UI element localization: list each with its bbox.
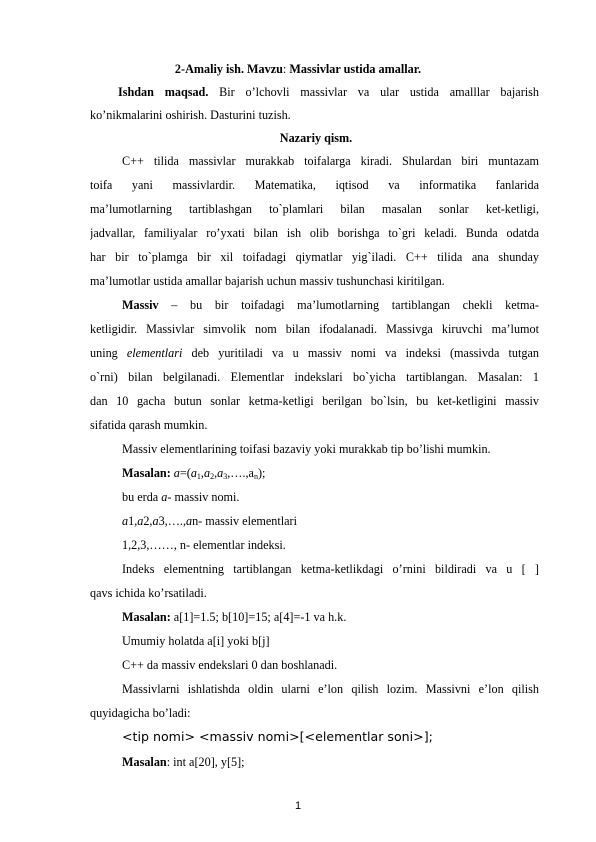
- example3-line: [122, 755, 245, 769]
- example1-a1: a: [190, 466, 197, 480]
- para1-line: ma’lumotlarning tartiblashgan to`plamlari bilan masalan sonlar ket-ketligi,: [90, 202, 539, 216]
- title-prefix: 2-Amaliy ish. Mavzu: [174, 62, 283, 76]
- example1-sub3: 3: [223, 472, 228, 481]
- example2-label: Masalan:: [122, 610, 171, 624]
- example1-a2: a: [203, 466, 211, 480]
- page-number: 1: [294, 800, 302, 812]
- declare-line: quyidagicha bo’ladi:: [90, 706, 191, 720]
- para2-text-1: – bu bir toifadagi ma’lumotlarning tartiblangan chekli ketma-: [158, 298, 539, 312]
- elem-t1: 1,: [128, 514, 138, 528]
- general-line: Umumiy holatda a[i] yoki b[j]: [122, 634, 270, 648]
- para2-line: ketligidir. Massivlar simvolik nom bilan ifodalanadi. Massivga kiruvchi ma’lumot: [90, 322, 539, 336]
- where-text-a: bu erda: [122, 490, 162, 504]
- purpose-line-1: [118, 85, 539, 99]
- example1-end: );: [257, 466, 266, 480]
- massiv-term: Massiv: [122, 298, 159, 312]
- elem-t3: 3,….,: [158, 514, 186, 528]
- example1-subn: n: [253, 472, 258, 481]
- elem-v4: a: [185, 514, 193, 528]
- para2-text-3a: uning: [90, 346, 127, 360]
- purpose-label: Ishdan maqsad.: [118, 85, 209, 99]
- elementlari-term: elementlari: [126, 346, 183, 360]
- where-var: a: [161, 490, 168, 504]
- title-colon: :: [282, 62, 290, 76]
- para2-line: o`rni) bilan belgilanadi. Elementlar indekslari bo`yicha tartiblangan. Masalan: 1: [90, 370, 539, 384]
- elements-line: [122, 514, 297, 528]
- example1-label: Masalan:: [122, 466, 171, 480]
- para1-line: C++ tilida massivlar murakkab toifalarga kiradi. Shulardan biri muntazam: [122, 154, 539, 168]
- elem-t2: 2,: [143, 514, 153, 528]
- cpp-index-line: C++ da massiv endekslari 0 dan boshlanadi.: [122, 658, 338, 672]
- para2-line-3: [90, 346, 539, 360]
- para1-line: ma’lumotlar ustida amallar bajarish uchun massiv tushunchasi kiritilgan.: [90, 274, 445, 288]
- example2-line: [122, 610, 346, 624]
- declare-line: Massivlarni ishlatishda oldin ularni e’lon qilish lozim. Massivni e’lon qilish: [122, 682, 539, 696]
- para1-line: har bir to`plamga bir xil toifadagi qiymatlar yig`iladi. C++ tilida ana shunday: [90, 250, 539, 264]
- example1-a3: a: [217, 466, 224, 480]
- example3-label: Masalan: [122, 755, 167, 769]
- purpose-line-2: ko’nikmalarini oshirish. Dasturini tuzish.: [90, 108, 291, 122]
- para2-line: sifatida qarash mumkin.: [90, 418, 208, 432]
- elem-v3: a: [152, 514, 159, 528]
- elem-v2: a: [137, 514, 144, 528]
- indices-line: 1,2,3,……, n- elementlar indeksi.: [122, 538, 286, 552]
- example1-sub1: 1: [196, 472, 201, 481]
- example1-dots: ,….,a: [227, 466, 254, 480]
- title-topic: Massivlar ustida amallar.: [289, 62, 422, 76]
- example1-sub2: 2: [210, 472, 215, 481]
- where-text-b: - massiv nomi.: [167, 490, 240, 504]
- where-line: [122, 490, 239, 504]
- para2-text-3b: deb yuritiladi va u massiv nomi va indeksi (massivda tutgan: [182, 346, 539, 360]
- para2-line: dan 10 gacha butun sonlar ketma-ketligi berilgan bo`lsin, bu ket-ketligini massiv: [90, 394, 539, 408]
- section-heading: Nazariy qism.: [279, 131, 353, 145]
- para4-line: Indeks elementning tartiblangan ketma-ketlikdagi o’rnini bildiradi va u [ ]: [122, 562, 539, 576]
- example2-text: a[1]=1.5; b[10]=15; a[4]=-1 va h.k.: [170, 610, 347, 624]
- para2-line-1: [122, 298, 539, 312]
- example1-var: a: [173, 466, 180, 480]
- example3-text: : int a[20], y[5];: [166, 755, 245, 769]
- elem-t4: n- massiv elementlari: [192, 514, 297, 528]
- page-title: [0, 62, 596, 76]
- para4-line: qavs ichida ko’rsatiladi.: [90, 586, 207, 600]
- para3-line: Massiv elementlarining toifasi bazaviy yoki murakkab tip bo’lishi mumkin.: [122, 442, 491, 456]
- example1-line: Masalan: $a=(a_1,a_2,a_3,\dots.,a_n)$;: [122, 466, 266, 481]
- purpose-text-1: Bir o’lchovli massivlar va ular ustida amalllar bajarish: [208, 85, 539, 99]
- example1-eq: =(: [179, 466, 191, 480]
- elem-v1: a: [122, 514, 129, 528]
- syntax-line: <tip nomi> <massiv nomi>[<elementlar soni>];: [122, 729, 433, 744]
- para1-line: toifa yani massivlardir. Matematika, iqtisod va informatika fanlarida: [90, 178, 539, 192]
- para1-line: jadvallar, familiyalar ro’yxati bilan ish olib borishga to`gri keladi. Bunda odatda: [90, 226, 539, 240]
